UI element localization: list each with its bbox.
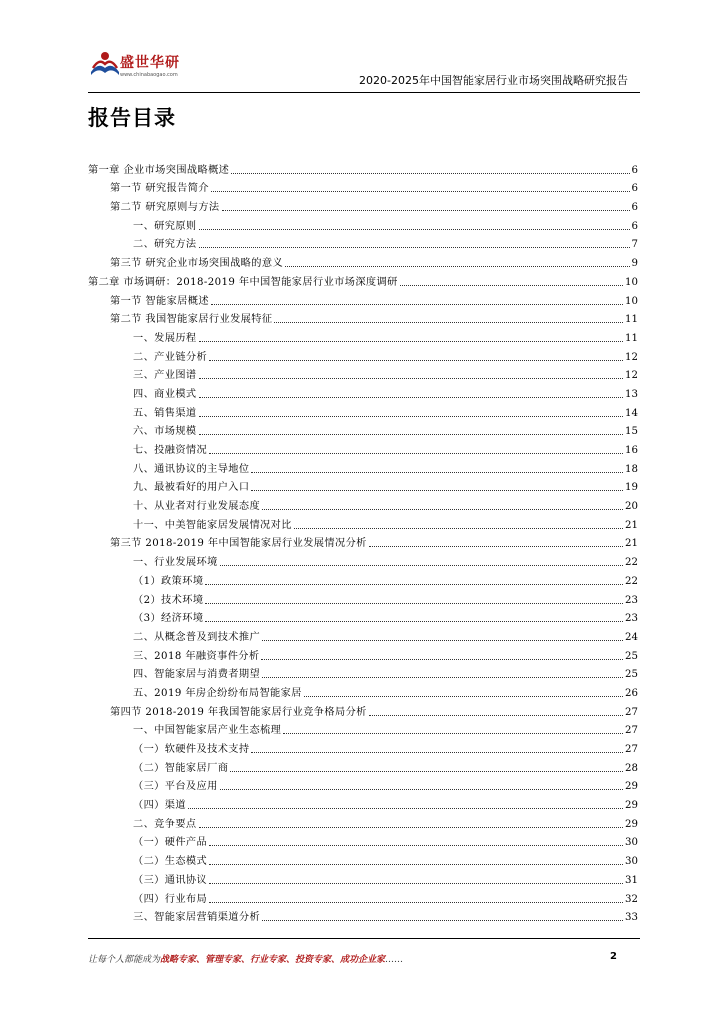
toc-leader-dots	[304, 695, 623, 697]
toc-entry-label: （二）生态模式	[133, 856, 208, 868]
toc-entry[interactable]	[88, 793, 638, 812]
footer-prefix: 让每个人都能成为	[88, 955, 161, 965]
toc-entry-label: 四、智能家居与消费者期望	[133, 669, 261, 681]
toc-entry-label: （三）平台及应用	[133, 781, 218, 793]
toc-entry[interactable]	[88, 681, 638, 700]
toc-entry[interactable]	[88, 308, 638, 327]
toc-entry-label: （2）技术环境	[133, 594, 204, 606]
toc-leader-dots	[188, 807, 623, 809]
toc-leader-dots	[209, 901, 623, 903]
toc-entry-page: 7	[631, 239, 638, 251]
toc-entry-label: 八、通讯协议的主导地位	[133, 463, 250, 475]
toc-entry-page: 15	[625, 426, 638, 438]
toc-entry-label: （四）渠道	[133, 800, 186, 812]
toc-leader-dots	[205, 620, 623, 622]
toc-entry-page: 6	[631, 183, 638, 195]
toc-entry-page: 22	[625, 575, 638, 587]
toc-entry[interactable]	[88, 401, 638, 420]
toc-entry[interactable]	[88, 345, 638, 364]
toc-entry[interactable]	[88, 195, 638, 214]
toc-leader-dots	[211, 303, 623, 305]
toc-entry-page: 27	[625, 725, 638, 737]
toc-entry-page: 9	[631, 258, 638, 270]
toc-entry-label: 第二节 研究原则与方法	[110, 202, 220, 214]
toc-entry-label: 二、研究方法	[133, 239, 197, 251]
toc-entry-label: 第一节 智能家居概述	[110, 295, 209, 307]
toc-entry-page: 12	[625, 370, 638, 382]
toc-entry[interactable]	[88, 906, 638, 925]
toc-entry-label: 五、销售渠道	[133, 407, 197, 419]
toc-entry-label: 四、商业模式	[133, 388, 197, 400]
toc-entry[interactable]	[88, 233, 638, 252]
toc-entry[interactable]	[88, 607, 638, 626]
toc-entry-label: 第二章 市场调研：2018-2019 年中国智能家居行业市场深度调研	[88, 276, 398, 288]
toc-entry[interactable]	[88, 158, 638, 177]
footer-slogan	[88, 952, 403, 965]
toc-entry-page: 30	[625, 856, 638, 868]
toc-entry-label: 第三节 2018-2019 年中国智能家居行业发展情况分析	[110, 538, 367, 550]
toc-entry[interactable]	[88, 868, 638, 887]
toc-entry-page: 29	[625, 800, 638, 812]
toc-entry[interactable]	[88, 849, 638, 868]
toc-leader-dots	[222, 209, 630, 211]
toc-leader-dots	[209, 844, 623, 846]
toc-entry-page: 10	[625, 295, 638, 307]
toc-leader-dots	[251, 489, 623, 491]
toc-entry-page: 25	[625, 650, 638, 662]
toc-entry-label: 二、从概念普及到技术推广	[133, 631, 261, 643]
toc-entry-label: 第一节 研究报告简介	[110, 183, 209, 195]
toc-leader-dots	[220, 788, 623, 790]
toc-leader-dots	[369, 714, 623, 716]
toc-entry-page: 23	[625, 594, 638, 606]
page-number: 2	[610, 951, 617, 962]
toc-entry-page: 18	[625, 463, 638, 475]
toc-entry[interactable]	[88, 550, 638, 569]
toc-leader-dots	[283, 732, 623, 734]
toc-entry-page: 21	[625, 519, 638, 531]
toc-leader-dots	[211, 190, 630, 192]
toc-entry-label: 二、产业链分析	[133, 351, 208, 363]
toc-leader-dots	[199, 826, 624, 828]
toc-entry-label: 一、研究原则	[133, 220, 197, 232]
toc-entry-page: 21	[625, 538, 638, 550]
toc-entry[interactable]	[88, 457, 638, 476]
toc-leader-dots	[251, 471, 623, 473]
logo-url: www.chinabaogao.com	[120, 72, 178, 78]
toc-entry-page: 20	[625, 501, 638, 513]
toc-entry-page: 29	[625, 781, 638, 793]
toc-entry-page: 13	[625, 388, 638, 400]
toc-leader-dots	[369, 545, 623, 547]
toc-entry-label: （三）通讯协议	[133, 874, 208, 886]
toc-leader-dots	[261, 658, 623, 660]
toc-entry-page: 10	[625, 276, 638, 288]
toc-entry-page: 25	[625, 669, 638, 681]
toc-leader-dots	[199, 415, 624, 417]
toc-entry-page: 6	[631, 202, 638, 214]
toc-leader-dots	[199, 340, 624, 342]
toc-entry-label: 一、发展历程	[133, 332, 197, 344]
toc-entry-label: 三、2018 年融资事件分析	[133, 650, 260, 662]
toc-leader-dots	[262, 676, 623, 678]
toc-entry[interactable]	[88, 756, 638, 775]
toc-entry-page: 31	[625, 874, 638, 886]
toc-entry[interactable]	[88, 644, 638, 663]
toc-leader-dots	[262, 639, 623, 641]
toc-entry-label: 二、竞争要点	[133, 818, 197, 830]
toc-entry[interactable]	[88, 420, 638, 439]
toc-leader-dots	[220, 564, 623, 566]
toc-entry[interactable]	[88, 831, 638, 850]
toc-entry-page: 11	[625, 332, 638, 344]
book-logo-icon	[88, 48, 122, 82]
toc-leader-dots	[262, 919, 623, 921]
toc-leader-dots	[199, 396, 624, 398]
toc-entry-page: 19	[625, 482, 638, 494]
toc-entry-label: （3）经济环境	[133, 613, 204, 625]
toc-entry[interactable]	[88, 494, 638, 513]
toc-leader-dots	[251, 751, 623, 753]
toc-entry-label: （二）智能家居厂商	[133, 762, 229, 774]
toc-entry-page: 27	[625, 706, 638, 718]
toc-leader-dots	[199, 246, 630, 248]
toc-entry-label: （一）软硬件及技术支持	[133, 744, 250, 755]
toc-leader-dots	[231, 172, 629, 174]
toc-leader-dots	[209, 452, 623, 454]
toc-entry-page: 26	[625, 687, 638, 699]
toc-entry-page: 28	[625, 762, 638, 774]
toc-leader-dots	[285, 265, 629, 267]
toc-entry[interactable]	[88, 532, 638, 551]
toc-leader-dots	[199, 228, 630, 230]
toc-entry-page: 33	[625, 912, 638, 924]
toc-entry-label: （四）行业布局	[133, 893, 208, 905]
toc-entry-label: 七、投融资情况	[133, 445, 208, 456]
toc-leader-dots	[209, 863, 623, 865]
toc-leader-dots	[205, 583, 623, 585]
toc-entry-page: 6	[631, 220, 638, 232]
toc-leader-dots	[400, 284, 623, 286]
toc-entry[interactable]	[88, 251, 638, 270]
toc-leader-dots	[274, 321, 623, 323]
toc-entry[interactable]	[88, 289, 638, 308]
toc-entry[interactable]	[88, 326, 638, 345]
toc-entry-label: 五、2019 年房企纷纷布局智能家居	[133, 687, 302, 699]
toc-entry[interactable]	[88, 476, 638, 495]
toc-leader-dots	[262, 508, 623, 510]
toc-entry[interactable]	[88, 588, 638, 607]
toc-entry-label: 一、中国智能家居产业生态梳理	[133, 725, 282, 737]
toc-entry-label: 第四节 2018-2019 年我国智能家居行业竞争格局分析	[110, 706, 367, 718]
toc-leader-dots	[230, 770, 623, 772]
toc-entry-label: 九、最被看好的用户入口	[133, 482, 250, 494]
toc-entry-label: 三、产业图谱	[133, 370, 197, 382]
toc-entry[interactable]	[88, 737, 638, 756]
toc-entry-page: 6	[631, 164, 638, 176]
header-divider	[88, 92, 640, 93]
toc-entry-label: 第二节 我国智能家居行业发展特征	[110, 314, 273, 326]
toc-entry[interactable]	[88, 700, 638, 719]
toc-entry[interactable]	[88, 513, 638, 532]
toc-leader-dots	[205, 602, 623, 604]
toc-entry-label: 第一章 企业市场突围战略概述	[88, 164, 230, 176]
toc-entry-label: 六、市场规模	[133, 426, 197, 438]
toc-leader-dots	[199, 377, 624, 379]
toc-entry-page: 23	[625, 613, 638, 625]
toc-entry[interactable]	[88, 663, 638, 682]
document-title: 2020-2025年中国智能家居行业市场突围战略研究报告	[359, 74, 628, 87]
toc-entry[interactable]	[88, 364, 638, 383]
toc-entry-page: 29	[625, 818, 638, 830]
footer-suffix: ……	[385, 955, 404, 965]
logo-text: 盛世华研	[120, 55, 180, 71]
toc-entry-label: 十、从业者对行业发展态度	[133, 501, 261, 513]
toc-leader-dots	[209, 882, 623, 884]
toc-entry-page: 14	[625, 407, 638, 419]
toc-entry-page: 22	[625, 557, 638, 569]
toc-leader-dots	[294, 527, 623, 529]
toc-leader-dots	[209, 359, 623, 361]
toc-entry[interactable]	[88, 625, 638, 644]
toc-entry-label: （一）硬件产品	[133, 837, 208, 849]
page-header	[88, 40, 640, 94]
toc-entry[interactable]	[88, 177, 638, 196]
toc-entry[interactable]	[88, 270, 638, 289]
toc-entry[interactable]	[88, 438, 638, 457]
toc-entry-page: 16	[625, 445, 638, 456]
company-logo	[88, 48, 198, 88]
footer-divider	[88, 938, 640, 939]
toc-entry-page: 30	[625, 837, 638, 849]
toc-entry[interactable]	[88, 382, 638, 401]
toc-entry-label: 十一、中美智能家居发展情况对比	[133, 519, 292, 531]
toc-entry-page: 12	[625, 351, 638, 363]
toc-entry-label: （1）政策环境	[133, 575, 204, 587]
toc-leader-dots	[199, 433, 624, 435]
toc-entry-label: 一、行业发展环境	[133, 557, 218, 569]
page-title: 报告目录	[88, 106, 176, 130]
toc-entry-page: 27	[625, 744, 638, 755]
toc-entry[interactable]	[88, 569, 638, 588]
table-of-contents	[88, 158, 638, 924]
toc-entry-page: 24	[625, 631, 638, 643]
toc-entry[interactable]	[88, 812, 638, 831]
toc-entry-page: 32	[625, 893, 638, 905]
toc-entry[interactable]	[88, 719, 638, 738]
toc-entry[interactable]	[88, 775, 638, 794]
toc-entry[interactable]	[88, 214, 638, 233]
toc-entry-label: 第三节 研究企业市场突围战略的意义	[110, 258, 284, 270]
toc-entry-label: 三、智能家居营销渠道分析	[133, 912, 261, 924]
toc-entry-page: 11	[625, 314, 638, 326]
footer-highlight: 战略专家、管理专家、行业专家、投资专家、成功企业家	[160, 955, 386, 965]
toc-entry[interactable]	[88, 887, 638, 906]
